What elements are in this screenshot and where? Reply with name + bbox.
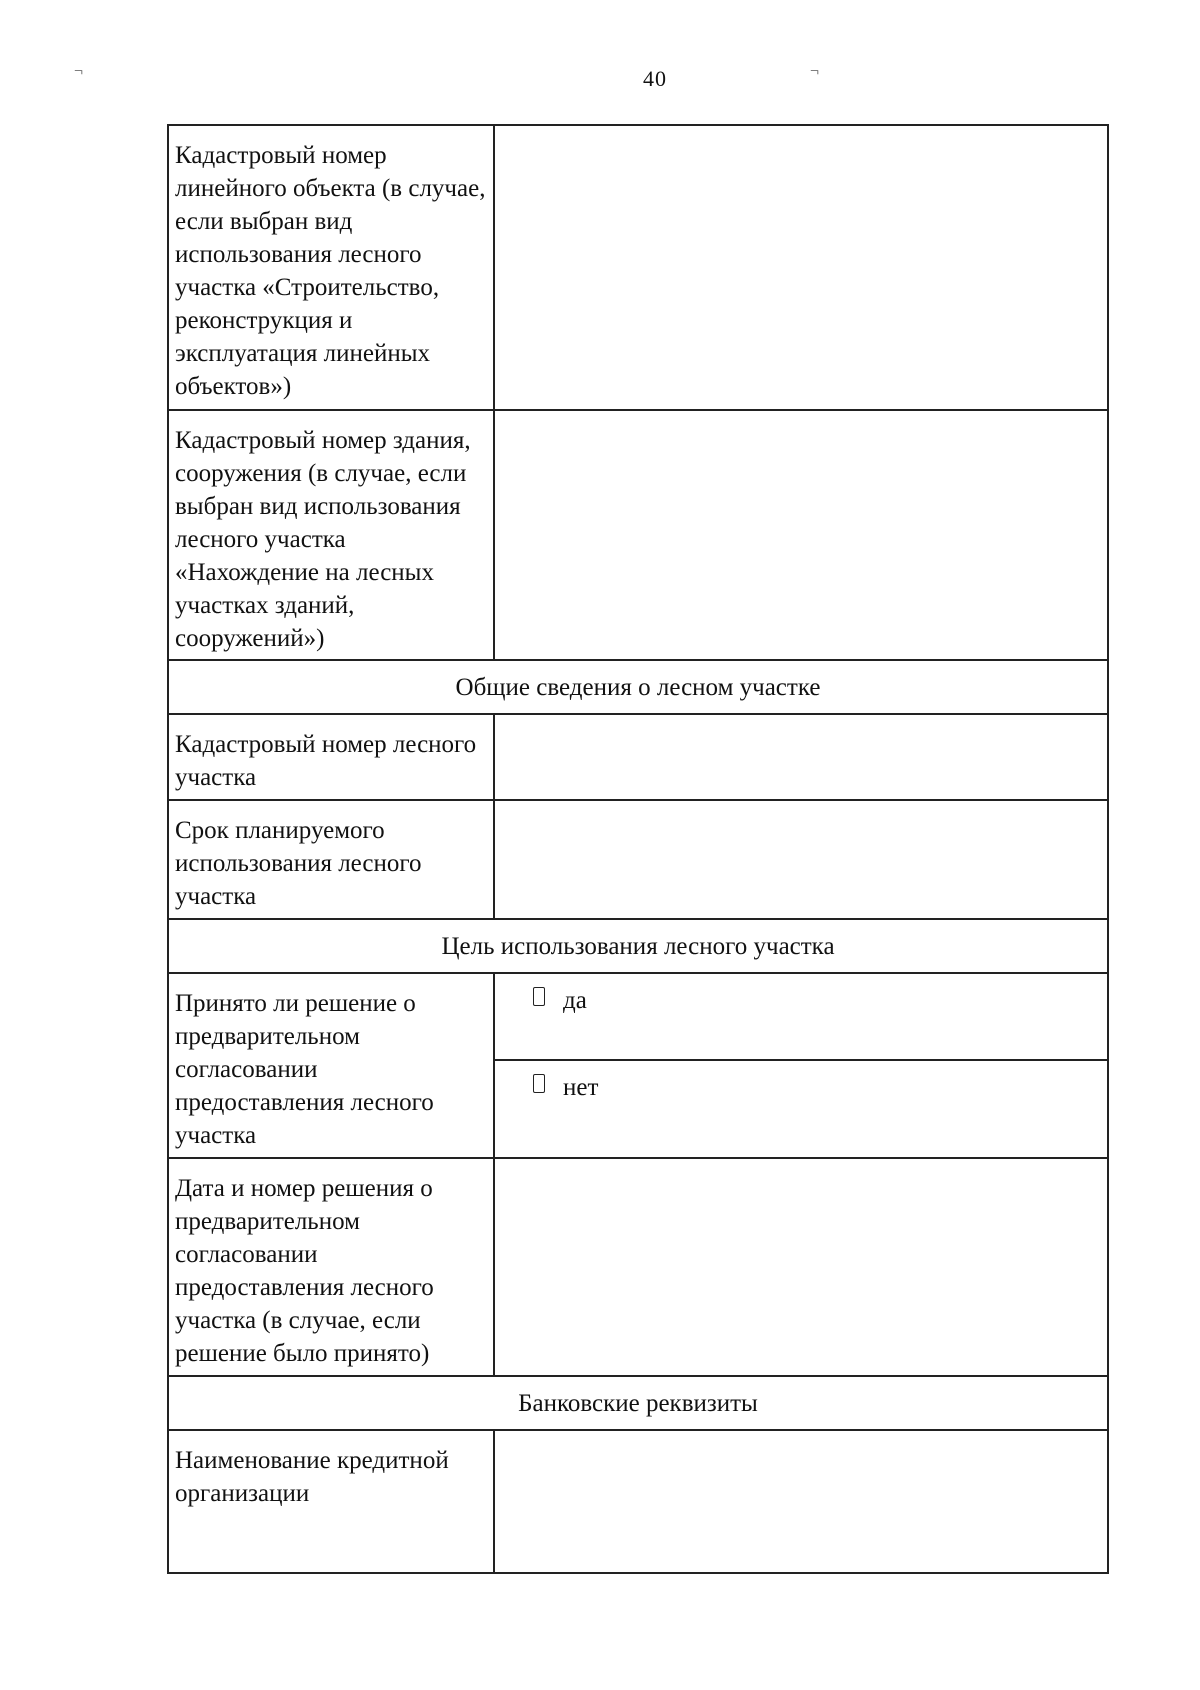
table-row xyxy=(168,1158,1108,1376)
table-row xyxy=(168,800,1108,919)
decision-question-label: Принято ли решение о предварительном согласовании предоставления лесного участка xyxy=(168,973,494,1158)
option-yes[interactable] xyxy=(495,974,1107,1059)
linear-object-cadastral-label: Кадастровый номер линейного объекта (в случае, если выбран вид использования лесного участка «Строительство, реконструкция и эксплуатация линейных объектов») xyxy=(168,125,494,410)
decision-details-field[interactable] xyxy=(494,1158,1108,1376)
table-row xyxy=(168,1430,1108,1573)
forest-plot-cadastral-label: Кадастровый номер лесного участка xyxy=(168,714,494,800)
section-heading-purpose: Цель использования лесного участка xyxy=(168,919,1108,973)
usage-term-field[interactable] xyxy=(494,800,1108,919)
table-row xyxy=(168,660,1108,714)
decision-details-label: Дата и номер решения о предварительном согласовании предоставления лесного участка (в случае, если решение было принято) xyxy=(168,1158,494,1376)
table-row xyxy=(168,125,1108,410)
section-heading-bank: Банковские реквизиты xyxy=(168,1376,1108,1430)
option-no-label: нет xyxy=(563,1074,599,1101)
option-no[interactable] xyxy=(495,1059,1107,1104)
scan-speck: ¬ xyxy=(74,63,84,80)
table-row xyxy=(168,714,1108,800)
checkbox-icon[interactable] xyxy=(533,987,545,1006)
table-row xyxy=(168,1376,1108,1430)
scan-speck: ¬ xyxy=(810,63,820,80)
table-row xyxy=(168,973,1108,1158)
building-cadastral-field[interactable] xyxy=(494,410,1108,660)
application-form-table xyxy=(167,124,1109,1574)
linear-object-cadastral-field[interactable] xyxy=(494,125,1108,410)
table-row xyxy=(168,410,1108,660)
building-cadastral-label: Кадастровый номер здания, сооружения (в случае, если выбран вид использования лесного участка «Нахождение на лесных участках зданий, сооружений») xyxy=(168,410,494,660)
bank-name-label: Наименование кредитной организации xyxy=(168,1430,494,1573)
page-number: 40 xyxy=(643,66,667,91)
option-yes-label: да xyxy=(563,987,587,1014)
decision-options-cell xyxy=(494,973,1108,1158)
bank-name-field[interactable] xyxy=(494,1430,1108,1573)
forest-plot-cadastral-field[interactable] xyxy=(494,714,1108,800)
checkbox-icon[interactable] xyxy=(533,1074,545,1093)
table-row xyxy=(168,919,1108,973)
section-heading-general: Общие сведения о лесном участке xyxy=(168,660,1108,714)
usage-term-label: Срок планируемого использования лесного участка xyxy=(168,800,494,919)
